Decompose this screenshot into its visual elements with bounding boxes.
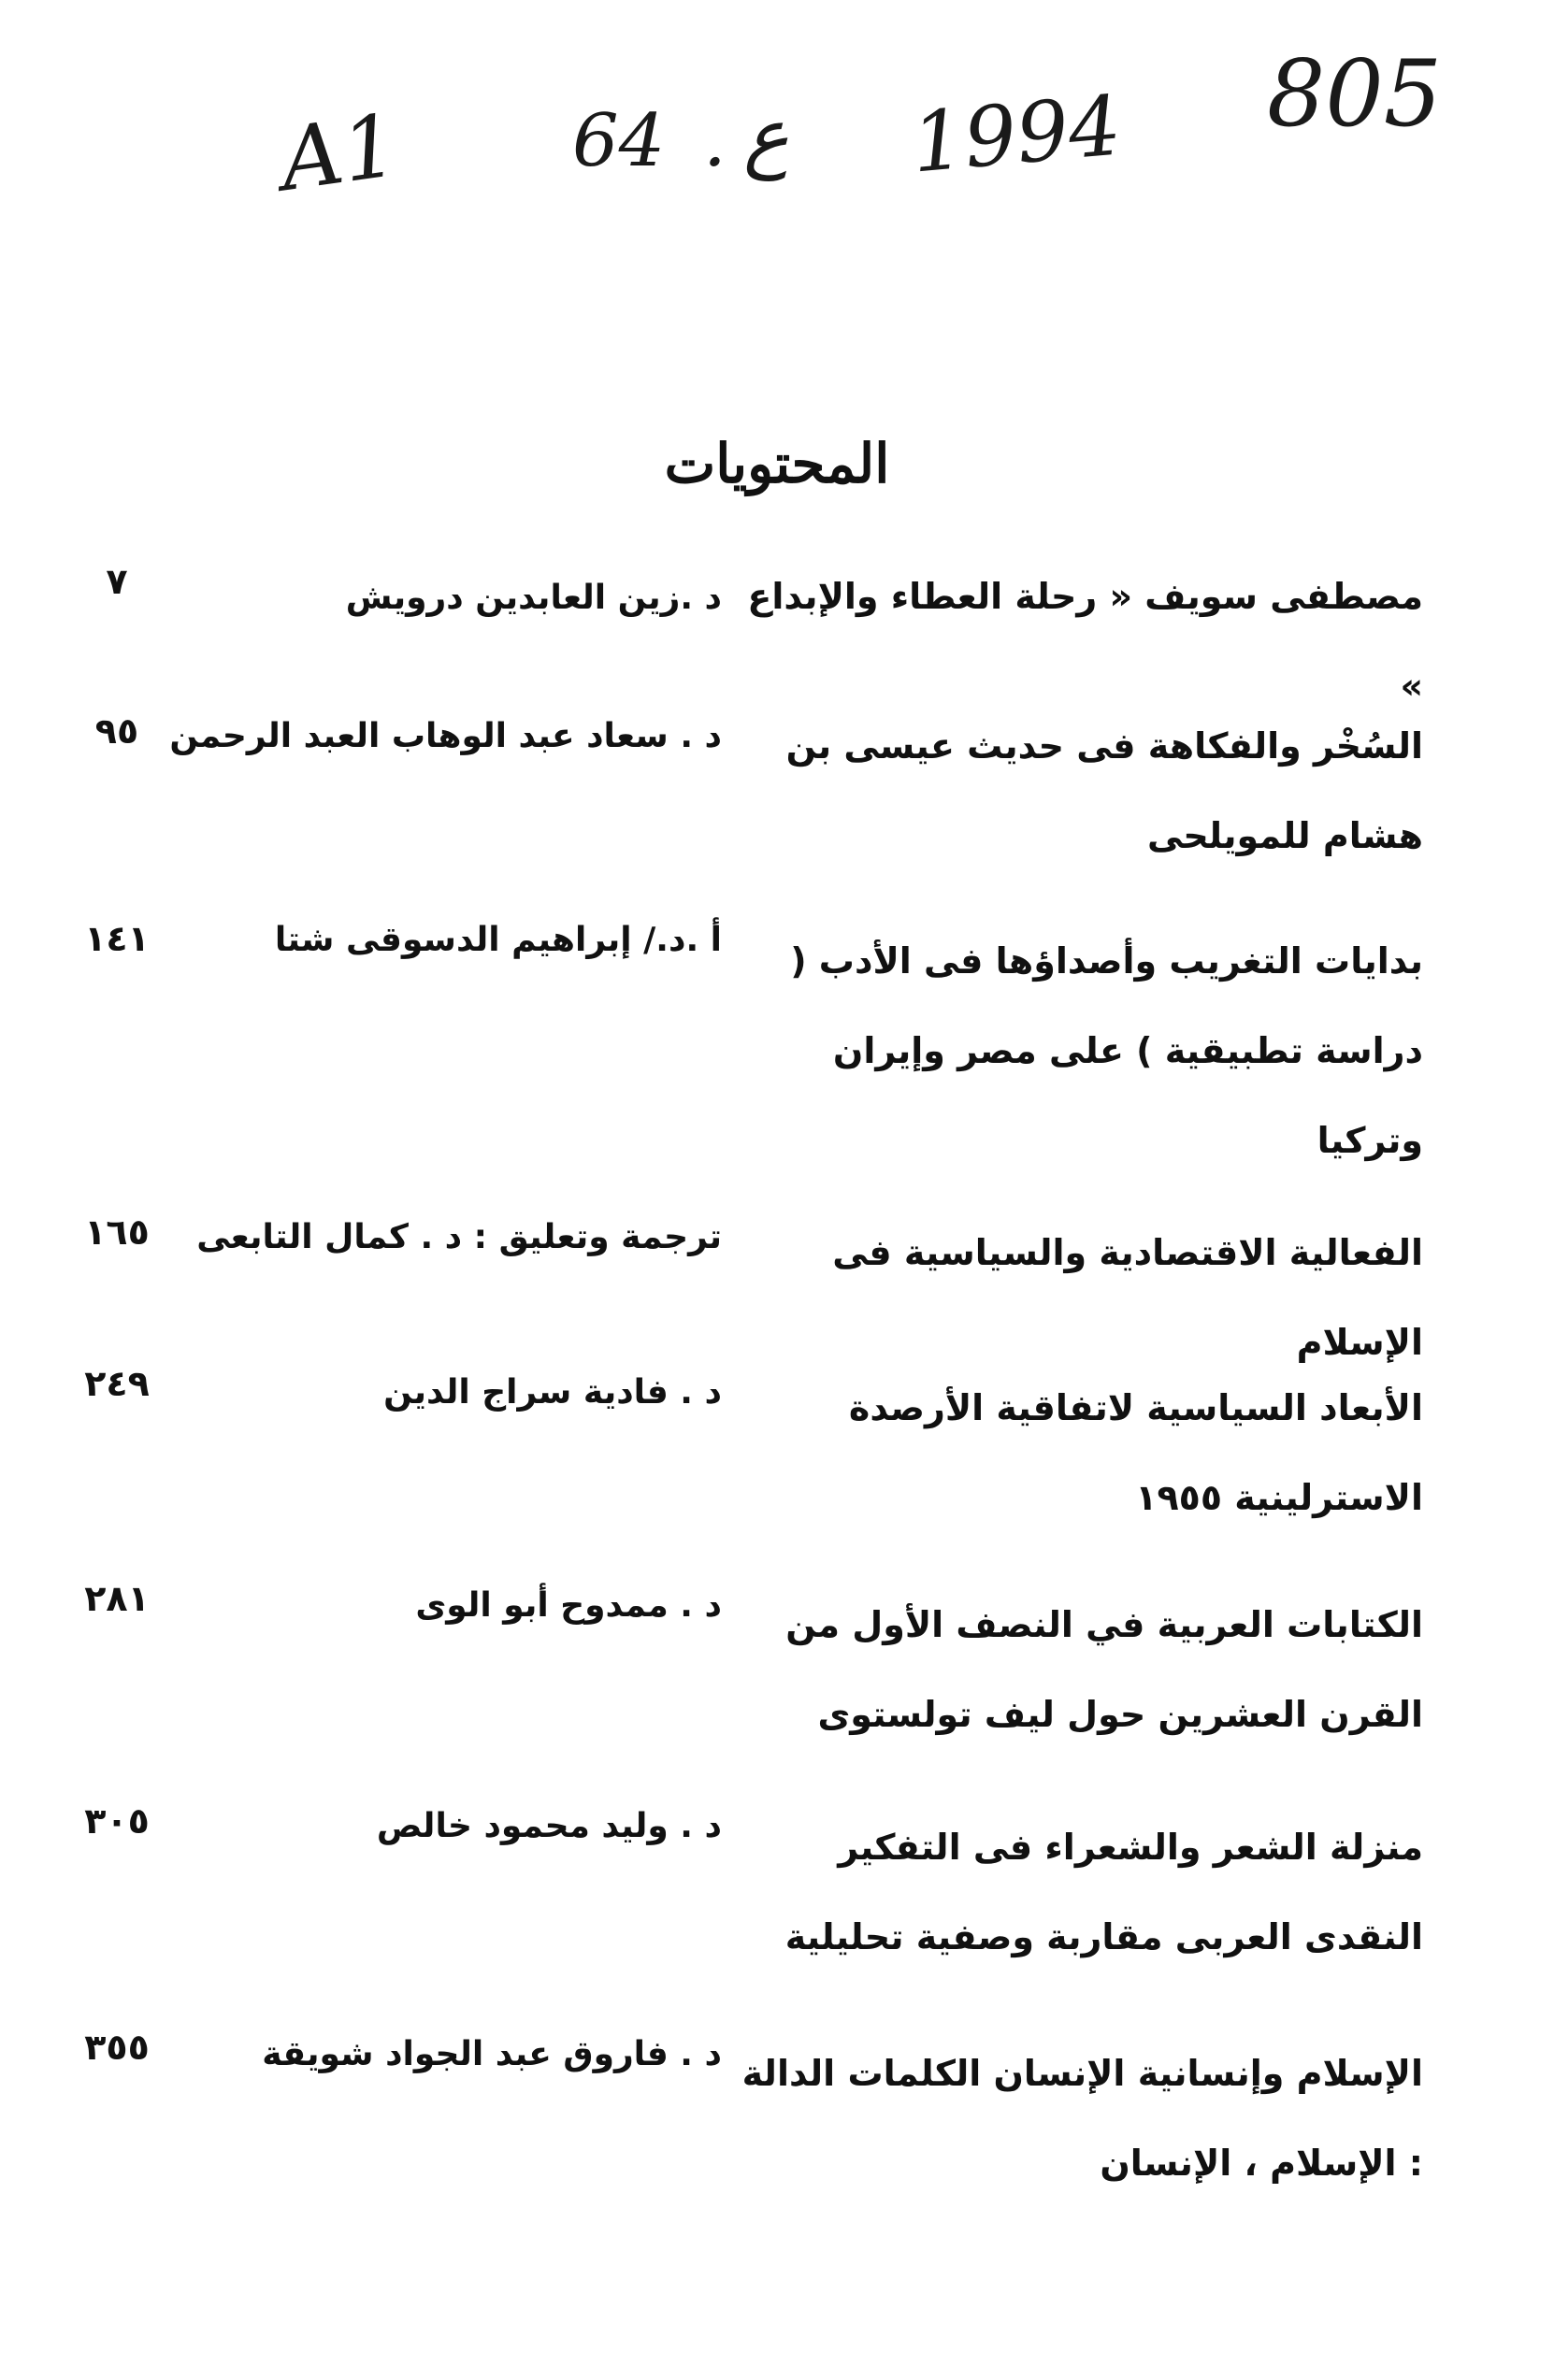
annotation-number: 805 bbox=[1267, 41, 1443, 148]
annotation-volume: 64 bbox=[572, 99, 666, 183]
entry-author: أ .د./ إبراهيم الدسوقى شتا bbox=[274, 921, 722, 959]
entry-title: الإسلام وإنسانية الإنسان الكلمات الدالة : الإسلام ، الإنسان bbox=[741, 2053, 1423, 2184]
entry-title: بدايات التغريب وأصداؤها فى الأدب ( دراسة تطبيقية ) على مصر وإيران وتركيا bbox=[790, 940, 1423, 1161]
annotation-prefix: A1 bbox=[274, 94, 404, 211]
entry-title: الأبعاد السياسية لاتفاقية الأرصدة الاسترلينية ١٩٥٥ bbox=[848, 1387, 1423, 1518]
annotation-year: 1994 bbox=[907, 77, 1125, 192]
entry-page-number: ٧ bbox=[106, 561, 128, 602]
entry-title: السُخْر والفكاهة فى حديث عيسى بن هشام للمويلحى bbox=[785, 725, 1423, 856]
entry-title: مصطفى سويف « رحلة العطاء والإبداع » bbox=[747, 576, 1423, 707]
entry-title: الكتابات العربية في النصف الأول من القرن العشرين حول ليف تولستوى bbox=[785, 1604, 1423, 1735]
entry-author: د . فاروق عبد الجواد شويقة bbox=[262, 2035, 722, 2073]
entry-author: ترجمة وتعليق : د . كمال التابعى bbox=[196, 1218, 722, 1256]
entry-author: د . فادية سراج الدين bbox=[383, 1373, 722, 1412]
entry-author: د . وليد محمود خالص bbox=[376, 1807, 722, 1845]
entry-page-number: ٢٨١ bbox=[84, 1578, 150, 1619]
entry-page-number: ٣٥٥ bbox=[84, 2027, 150, 2068]
handwritten-annotation bbox=[0, 0, 1554, 234]
entry-page-number: ٩٥ bbox=[94, 710, 139, 752]
entry-author: د . سعاد عبد الوهاب العبد الرحمن bbox=[169, 717, 722, 755]
entry-page-number: ١٦٥ bbox=[84, 1212, 150, 1253]
annotation-separator: . bbox=[703, 99, 727, 183]
entry-title: منزلة الشعر والشعراء فى التفكير النقدى العربى مقاربة وصفية تحليلية bbox=[784, 1827, 1423, 1957]
page-title: المحتويات bbox=[664, 432, 890, 495]
entry-title: الفعالية الاقتصادية والسياسية فى الإسلام bbox=[832, 1232, 1423, 1363]
entry-page-number: ٢٤٩ bbox=[84, 1363, 150, 1404]
entry-author: د . ممدوح أبو الوى bbox=[415, 1586, 722, 1625]
entry-page-number: ١٤١ bbox=[84, 918, 150, 959]
entry-page-number: ٣٠٥ bbox=[84, 1800, 150, 1842]
entry-author: د .زين العابدين درويش bbox=[345, 579, 722, 617]
annotation-letter: ع bbox=[743, 93, 789, 181]
